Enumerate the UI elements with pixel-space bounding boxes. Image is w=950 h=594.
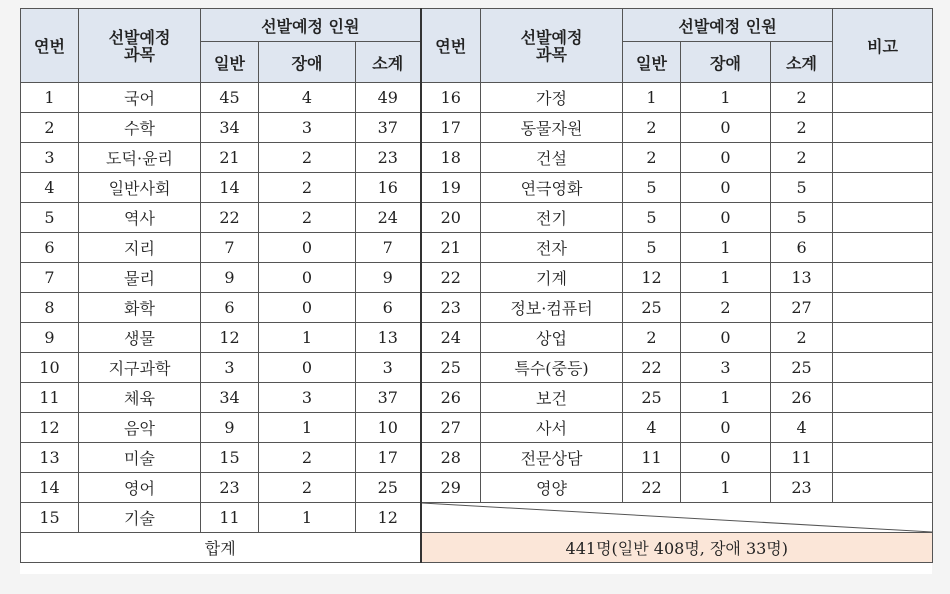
left-subject-cell: 국어 bbox=[79, 83, 201, 113]
right-no-cell: 28 bbox=[421, 443, 481, 473]
left-subject-cell: 생물 bbox=[79, 323, 201, 353]
left-subject-cell: 일반사회 bbox=[79, 173, 201, 203]
left-subtotal-cell: 25 bbox=[356, 473, 421, 503]
left-general-cell: 7 bbox=[201, 233, 259, 263]
recruitment-table bbox=[20, 8, 933, 563]
right-subject-cell: 상업 bbox=[481, 323, 623, 353]
remarks-cell bbox=[833, 353, 933, 383]
right-general-cell: 22 bbox=[623, 473, 681, 503]
left-general-cell: 21 bbox=[201, 143, 259, 173]
left-subtotal-cell: 3 bbox=[356, 353, 421, 383]
left-no-cell: 11 bbox=[21, 383, 79, 413]
left-subtotal-cell: 12 bbox=[356, 503, 421, 533]
total-value: 441명(일반 408명, 장애 33명) bbox=[421, 533, 933, 563]
left-disabled-cell: 2 bbox=[259, 203, 356, 233]
right-subject-cell: 정보·컴퓨터 bbox=[481, 293, 623, 323]
left-disabled-cell: 2 bbox=[259, 173, 356, 203]
table-row bbox=[21, 413, 933, 443]
right-disabled-cell: 1 bbox=[681, 383, 771, 413]
left-subject-cell: 수학 bbox=[79, 113, 201, 143]
left-disabled-cell: 1 bbox=[259, 503, 356, 533]
left-subtotal-cell: 9 bbox=[356, 263, 421, 293]
left-subtotal-cell: 16 bbox=[356, 173, 421, 203]
left-disabled-cell: 3 bbox=[259, 383, 356, 413]
right-disabled-cell: 1 bbox=[681, 233, 771, 263]
left-subject-cell: 지구과학 bbox=[79, 353, 201, 383]
right-subject-cell: 영양 bbox=[481, 473, 623, 503]
header-remarks: 비고 bbox=[833, 9, 933, 83]
remarks-cell bbox=[833, 143, 933, 173]
header-disabled-right: 장애 bbox=[681, 42, 771, 83]
left-no-cell: 3 bbox=[21, 143, 79, 173]
right-general-cell: 12 bbox=[623, 263, 681, 293]
right-disabled-cell: 0 bbox=[681, 443, 771, 473]
header-no-right: 연번 bbox=[421, 9, 481, 83]
left-no-cell: 2 bbox=[21, 113, 79, 143]
right-general-cell: 4 bbox=[623, 413, 681, 443]
right-no-cell: 21 bbox=[421, 233, 481, 263]
right-subtotal-cell: 2 bbox=[771, 323, 833, 353]
header-subtotal-left: 소계 bbox=[356, 42, 421, 83]
left-subject-cell: 지리 bbox=[79, 233, 201, 263]
header-general-left: 일반 bbox=[201, 42, 259, 83]
remarks-cell bbox=[833, 413, 933, 443]
right-disabled-cell: 1 bbox=[681, 263, 771, 293]
right-subtotal-cell: 2 bbox=[771, 113, 833, 143]
table-row bbox=[21, 353, 933, 383]
right-subtotal-cell: 26 bbox=[771, 383, 833, 413]
left-subject-cell: 기술 bbox=[79, 503, 201, 533]
right-subtotal-cell: 27 bbox=[771, 293, 833, 323]
left-no-cell: 9 bbox=[21, 323, 79, 353]
left-disabled-cell: 0 bbox=[259, 293, 356, 323]
left-general-cell: 23 bbox=[201, 473, 259, 503]
left-disabled-cell: 4 bbox=[259, 83, 356, 113]
left-general-cell: 6 bbox=[201, 293, 259, 323]
header-planned-right: 선발예정 인원 bbox=[623, 9, 833, 42]
right-subject-cell: 기계 bbox=[481, 263, 623, 293]
right-subject-cell: 전문상담 bbox=[481, 443, 623, 473]
right-subtotal-cell: 2 bbox=[771, 143, 833, 173]
left-no-cell: 15 bbox=[21, 503, 79, 533]
right-disabled-cell: 0 bbox=[681, 323, 771, 353]
table-row bbox=[21, 113, 933, 143]
right-no-cell: 17 bbox=[421, 113, 481, 143]
table-row bbox=[21, 173, 933, 203]
left-no-cell: 7 bbox=[21, 263, 79, 293]
left-disabled-cell: 2 bbox=[259, 143, 356, 173]
header-disabled-left: 장애 bbox=[259, 42, 356, 83]
left-subtotal-cell: 37 bbox=[356, 113, 421, 143]
left-disabled-cell: 2 bbox=[259, 473, 356, 503]
left-disabled-cell: 0 bbox=[259, 263, 356, 293]
table-row bbox=[21, 83, 933, 113]
right-disabled-cell: 2 bbox=[681, 293, 771, 323]
remarks-cell bbox=[833, 293, 933, 323]
left-subject-cell: 역사 bbox=[79, 203, 201, 233]
table-row bbox=[21, 203, 933, 233]
left-disabled-cell: 0 bbox=[259, 233, 356, 263]
left-subtotal-cell: 49 bbox=[356, 83, 421, 113]
right-subtotal-cell: 2 bbox=[771, 83, 833, 113]
right-subtotal-cell: 4 bbox=[771, 413, 833, 443]
right-general-cell: 5 bbox=[623, 203, 681, 233]
left-no-cell: 1 bbox=[21, 83, 79, 113]
right-disabled-cell: 0 bbox=[681, 203, 771, 233]
right-subtotal-cell: 5 bbox=[771, 173, 833, 203]
header-subject-left-text: 선발예정 과목 bbox=[108, 27, 171, 64]
header-general-right: 일반 bbox=[623, 42, 681, 83]
right-subtotal-cell: 11 bbox=[771, 443, 833, 473]
right-subtotal-cell: 25 bbox=[771, 353, 833, 383]
right-no-cell: 18 bbox=[421, 143, 481, 173]
left-general-cell: 22 bbox=[201, 203, 259, 233]
diagonal-line bbox=[422, 503, 933, 532]
right-subject-cell: 연극영화 bbox=[481, 173, 623, 203]
left-subject-cell: 음악 bbox=[79, 413, 201, 443]
table-row bbox=[21, 473, 933, 503]
left-no-cell: 13 bbox=[21, 443, 79, 473]
left-no-cell: 14 bbox=[21, 473, 79, 503]
left-subtotal-cell: 24 bbox=[356, 203, 421, 233]
header-subject-right bbox=[481, 9, 623, 83]
left-general-cell: 45 bbox=[201, 83, 259, 113]
left-disabled-cell: 1 bbox=[259, 413, 356, 443]
right-subject-cell: 동물자원 bbox=[481, 113, 623, 143]
page bbox=[20, 8, 932, 574]
remarks-cell bbox=[833, 383, 933, 413]
left-subtotal-cell: 23 bbox=[356, 143, 421, 173]
right-no-cell: 24 bbox=[421, 323, 481, 353]
left-disabled-cell: 2 bbox=[259, 443, 356, 473]
right-general-cell: 25 bbox=[623, 293, 681, 323]
left-subject-cell: 미술 bbox=[79, 443, 201, 473]
left-subtotal-cell: 37 bbox=[356, 383, 421, 413]
left-subject-cell: 물리 bbox=[79, 263, 201, 293]
right-disabled-cell: 0 bbox=[681, 413, 771, 443]
remarks-cell bbox=[833, 323, 933, 353]
right-subject-cell: 전기 bbox=[481, 203, 623, 233]
left-general-cell: 34 bbox=[201, 383, 259, 413]
right-no-cell: 29 bbox=[421, 473, 481, 503]
left-no-cell: 5 bbox=[21, 203, 79, 233]
remarks-cell bbox=[833, 173, 933, 203]
right-disabled-cell: 1 bbox=[681, 83, 771, 113]
table-row bbox=[21, 263, 933, 293]
right-subtotal-cell: 5 bbox=[771, 203, 833, 233]
remarks-cell bbox=[833, 233, 933, 263]
right-general-cell: 2 bbox=[623, 323, 681, 353]
right-no-cell: 27 bbox=[421, 413, 481, 443]
left-no-cell: 4 bbox=[21, 173, 79, 203]
right-subtotal-cell: 23 bbox=[771, 473, 833, 503]
left-subtotal-cell: 6 bbox=[356, 293, 421, 323]
header-no-left: 연번 bbox=[21, 9, 79, 83]
left-general-cell: 15 bbox=[201, 443, 259, 473]
right-no-cell: 26 bbox=[421, 383, 481, 413]
right-general-cell: 2 bbox=[623, 113, 681, 143]
table-row bbox=[21, 323, 933, 353]
header-subtotal-right: 소계 bbox=[771, 42, 833, 83]
right-subject-cell: 사서 bbox=[481, 413, 623, 443]
right-no-cell: 23 bbox=[421, 293, 481, 323]
right-subject-cell: 건설 bbox=[481, 143, 623, 173]
right-subject-cell: 특수(중등) bbox=[481, 353, 623, 383]
right-subject-cell: 보건 bbox=[481, 383, 623, 413]
right-disabled-cell: 0 bbox=[681, 113, 771, 143]
remarks-cell bbox=[833, 83, 933, 113]
remarks-cell bbox=[833, 263, 933, 293]
right-subtotal-cell: 13 bbox=[771, 263, 833, 293]
table-row bbox=[21, 293, 933, 323]
table-body bbox=[21, 83, 933, 563]
right-general-cell: 5 bbox=[623, 173, 681, 203]
right-no-cell: 16 bbox=[421, 83, 481, 113]
header-planned-left: 선발예정 인원 bbox=[201, 9, 421, 42]
right-no-cell: 25 bbox=[421, 353, 481, 383]
remarks-cell bbox=[833, 473, 933, 503]
remarks-cell bbox=[833, 203, 933, 233]
header-subject-right-text: 선발예정 과목 bbox=[520, 27, 583, 64]
right-subject-cell: 가정 bbox=[481, 83, 623, 113]
left-general-cell: 12 bbox=[201, 323, 259, 353]
right-disabled-cell: 0 bbox=[681, 143, 771, 173]
right-disabled-cell: 0 bbox=[681, 173, 771, 203]
left-no-cell: 6 bbox=[21, 233, 79, 263]
left-no-cell: 10 bbox=[21, 353, 79, 383]
right-no-cell: 20 bbox=[421, 203, 481, 233]
left-subtotal-cell: 7 bbox=[356, 233, 421, 263]
left-subject-cell: 체육 bbox=[79, 383, 201, 413]
left-general-cell: 9 bbox=[201, 263, 259, 293]
right-general-cell: 11 bbox=[623, 443, 681, 473]
table-row bbox=[21, 443, 933, 473]
left-general-cell: 34 bbox=[201, 113, 259, 143]
empty-diagonal-cell bbox=[421, 503, 933, 533]
right-disabled-cell: 3 bbox=[681, 353, 771, 383]
left-subtotal-cell: 13 bbox=[356, 323, 421, 353]
table-row bbox=[21, 143, 933, 173]
right-no-cell: 22 bbox=[421, 263, 481, 293]
right-disabled-cell: 1 bbox=[681, 473, 771, 503]
right-no-cell: 19 bbox=[421, 173, 481, 203]
left-no-cell: 12 bbox=[21, 413, 79, 443]
table-row bbox=[21, 383, 933, 413]
right-subject-cell: 전자 bbox=[481, 233, 623, 263]
left-subtotal-cell: 17 bbox=[356, 443, 421, 473]
right-general-cell: 1 bbox=[623, 83, 681, 113]
left-disabled-cell: 1 bbox=[259, 323, 356, 353]
left-subject-cell: 도덕·윤리 bbox=[79, 143, 201, 173]
left-disabled-cell: 0 bbox=[259, 353, 356, 383]
left-subject-cell: 화학 bbox=[79, 293, 201, 323]
left-general-cell: 9 bbox=[201, 413, 259, 443]
remarks-cell bbox=[833, 113, 933, 143]
table-row bbox=[21, 503, 933, 533]
total-label: 합계 bbox=[21, 533, 421, 563]
left-general-cell: 3 bbox=[201, 353, 259, 383]
left-subject-cell: 영어 bbox=[79, 473, 201, 503]
right-general-cell: 5 bbox=[623, 233, 681, 263]
right-general-cell: 25 bbox=[623, 383, 681, 413]
left-general-cell: 14 bbox=[201, 173, 259, 203]
total-row bbox=[21, 533, 933, 563]
right-subtotal-cell: 6 bbox=[771, 233, 833, 263]
left-no-cell: 8 bbox=[21, 293, 79, 323]
right-general-cell: 2 bbox=[623, 143, 681, 173]
table-row bbox=[21, 233, 933, 263]
remarks-cell bbox=[833, 443, 933, 473]
left-disabled-cell: 3 bbox=[259, 113, 356, 143]
header-subject-left bbox=[79, 9, 201, 83]
left-subtotal-cell: 10 bbox=[356, 413, 421, 443]
right-general-cell: 22 bbox=[623, 353, 681, 383]
left-general-cell: 11 bbox=[201, 503, 259, 533]
